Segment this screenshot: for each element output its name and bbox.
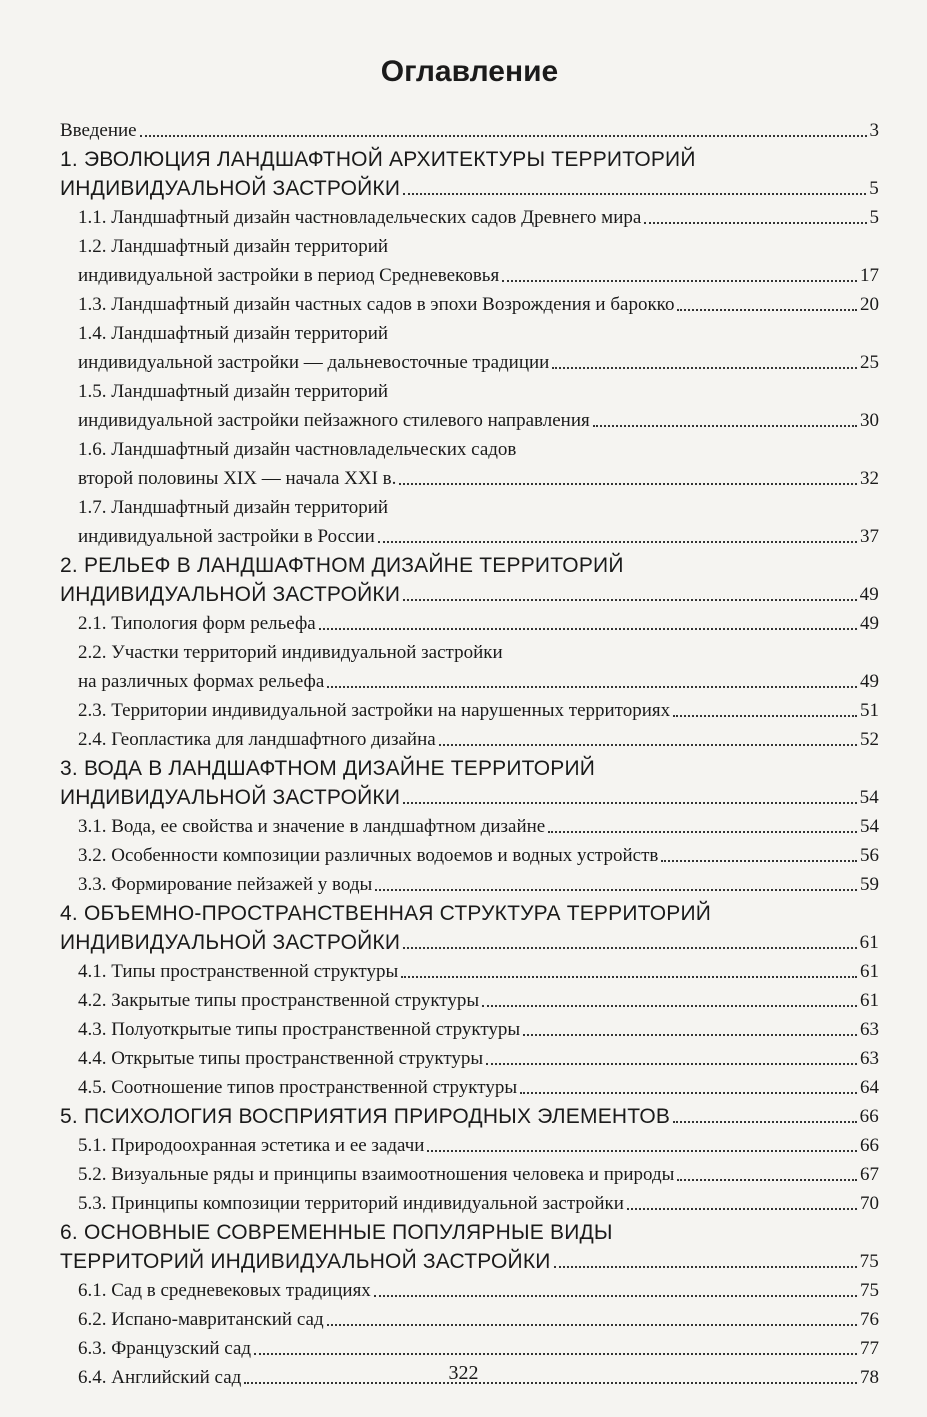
- toc-entry-page: 25: [860, 352, 879, 373]
- toc-entry-s2-4: [60, 723, 879, 752]
- toc-entry-title: 4.2. Закрытые типы пространственной структуры: [78, 990, 480, 1011]
- toc-entry-page: 52: [860, 729, 879, 750]
- dot-leader: [673, 1121, 857, 1123]
- toc-entry-page: 77: [860, 1338, 879, 1359]
- dot-leader: [593, 425, 857, 427]
- dot-leader: [374, 1295, 857, 1297]
- toc-entry-title: 4.3. Полуоткрытые типы пространственной структуры: [78, 1019, 521, 1040]
- toc-entry-title: ИНДИВИДУАЛЬНОЙ ЗАСТРОЙКИ: [60, 177, 401, 200]
- toc-entry-title: 1.7. Ландшафтный дизайн территорий: [78, 497, 389, 518]
- dot-leader: [327, 1324, 857, 1326]
- toc-entry-title: 4.1. Типы пространственной структуры: [78, 961, 399, 982]
- toc-entry-s2-3: [60, 694, 879, 723]
- toc-entry-title: 6.4. Английский сад: [78, 1367, 242, 1388]
- toc-entry-title: 4.5. Соотношение типов пространственной структуры: [78, 1077, 518, 1098]
- dot-leader: [644, 222, 866, 224]
- toc-entry-s4-2: [60, 984, 879, 1013]
- toc-entry-title: на различных формах рельефа: [78, 671, 325, 692]
- toc-entry-s4-4: [60, 1042, 879, 1071]
- toc-entry-title: второй половины XIX — начала XXI в.: [78, 468, 397, 489]
- toc-entry-title: 2.3. Территории индивидуальной застройки на нарушенных территориях: [78, 700, 671, 721]
- toc-entry-page: 32: [860, 468, 879, 489]
- dot-leader: [523, 1034, 857, 1036]
- dot-leader: [486, 1063, 857, 1065]
- toc-entry-s4-3: [60, 1013, 879, 1042]
- toc-entry-title: ТЕРРИТОРИЙ ИНДИВИДУАЛЬНОЙ ЗАСТРОЙКИ: [60, 1250, 551, 1273]
- toc-entry-s5-3: [60, 1187, 879, 1216]
- table-of-contents: [60, 114, 879, 1390]
- dot-leader: [502, 280, 857, 282]
- toc-entry-page: 66: [859, 1106, 879, 1127]
- dot-leader: [677, 309, 857, 311]
- dot-leader: [254, 1353, 857, 1355]
- toc-entry-page: 63: [860, 1019, 879, 1040]
- toc-entry-title: 6.2. Испано-мавританский сад: [78, 1309, 324, 1330]
- toc-entry-page: 30: [860, 410, 879, 431]
- toc-entry-title: 3. ВОДА В ЛАНДШАФТНОМ ДИЗАЙНЕ ТЕРРИТОРИЙ: [60, 757, 596, 780]
- toc-entry-title: индивидуальной застройки в период Средневековья: [78, 265, 500, 286]
- toc-entry-title: ИНДИВИДУАЛЬНОЙ ЗАСТРОЙКИ: [60, 786, 401, 809]
- toc-entry-title: 1.2. Ландшафтный дизайн территорий: [78, 236, 389, 257]
- page-title: Оглавление: [380, 55, 559, 88]
- dot-leader: [403, 599, 856, 601]
- toc-entry-title: 4.4. Открытые типы пространственной структуры: [78, 1048, 484, 1069]
- toc-entry-page: 49: [860, 671, 879, 692]
- toc-entry-title: 2.2. Участки территорий индивидуальной застройки: [78, 642, 503, 663]
- toc-entry-s1-4: [60, 346, 879, 375]
- toc-entry-page: 67: [860, 1164, 879, 1185]
- toc-entry-page: 17: [860, 265, 879, 286]
- toc-entry-page: 54: [859, 787, 879, 808]
- toc-entry-page: 5: [869, 207, 879, 228]
- toc-entry-s1-7: [60, 520, 879, 549]
- toc-entry-title: 5.2. Визуальные ряды и принципы взаимоотношения человека и природы: [78, 1164, 675, 1185]
- dot-leader: [554, 1266, 857, 1268]
- toc-entry-s4-5: [60, 1071, 879, 1100]
- toc-entry-s6-1: [60, 1274, 879, 1303]
- dot-leader: [552, 367, 857, 369]
- toc-entry-title: 2.4. Геопластика для ландшафтного дизайна: [78, 729, 436, 750]
- toc-entry-ch3-line-1: [60, 752, 879, 781]
- toc-entry-ch2-line-1: [60, 549, 879, 578]
- toc-entry-page: 54: [860, 816, 879, 837]
- toc-entry-page: 64: [860, 1077, 879, 1098]
- toc-entry-s2-2: [60, 665, 879, 694]
- toc-entry-s6-2: [60, 1303, 879, 1332]
- toc-entry-title: 1.1. Ландшафтный дизайн частновладельческих садов Древнего мира: [78, 207, 642, 228]
- dot-leader: [375, 889, 857, 891]
- toc-entry-page: 78: [860, 1367, 879, 1388]
- toc-entry-ch4: [60, 926, 879, 955]
- toc-entry-title: 5.3. Принципы композиции территорий индивидуальной застройки: [78, 1193, 624, 1214]
- dot-leader: [378, 541, 857, 543]
- toc-entry-title: 1. ЭВОЛЮЦИЯ ЛАНДШАФТНОЙ АРХИТЕКТУРЫ ТЕРРИТОРИЙ: [60, 148, 696, 171]
- toc-entry-title: Введение: [60, 120, 137, 141]
- toc-entry-ch4-line-1: [60, 897, 879, 926]
- toc-entry-title: ИНДИВИДУАЛЬНОЙ ЗАСТРОЙКИ: [60, 931, 401, 954]
- dot-leader: [140, 135, 867, 137]
- toc-entry-title: 1.4. Ландшафтный дизайн территорий: [78, 323, 389, 344]
- toc-entry-s2-1: [60, 607, 879, 636]
- toc-entry-s1-2-line-1: [60, 230, 879, 259]
- toc-entry-page: 56: [860, 845, 879, 866]
- toc-entry-page: 61: [860, 961, 879, 982]
- toc-entry-s3-3: [60, 868, 879, 897]
- dot-leader: [319, 628, 857, 630]
- toc-entry-s1-7-line-1: [60, 491, 879, 520]
- toc-entry-title: 6. ОСНОВНЫЕ СОВРЕМЕННЫЕ ПОПУЛЯРНЫЕ ВИДЫ: [60, 1221, 613, 1244]
- toc-entry-s1-5-line-1: [60, 375, 879, 404]
- page-number: 322: [448, 1362, 479, 1384]
- toc-entry-page: 63: [860, 1048, 879, 1069]
- toc-entry-title: 1.3. Ландшафтный дизайн частных садов в эпохи Возрождения и барокко: [78, 294, 675, 315]
- toc-entry-ch1: [60, 172, 879, 201]
- dot-leader: [482, 1005, 857, 1007]
- dot-leader: [661, 860, 857, 862]
- toc-entry-page: 5: [869, 178, 879, 199]
- dot-leader: [401, 976, 857, 978]
- toc-entry-s5-1: [60, 1129, 879, 1158]
- dot-leader: [327, 686, 857, 688]
- toc-entry-page: 75: [859, 1251, 879, 1272]
- toc-entry-s3-1: [60, 810, 879, 839]
- toc-entry-ch1-line-1: [60, 143, 879, 172]
- dot-leader: [548, 831, 857, 833]
- dot-leader: [403, 947, 856, 949]
- toc-entry-title: индивидуальной застройки — дальневосточные традиции: [78, 352, 550, 373]
- toc-entry-s1-6: [60, 462, 879, 491]
- dot-leader: [627, 1208, 857, 1210]
- toc-entry-title: 3.1. Вода, ее свойства и значение в ландшафтном дизайне: [78, 816, 546, 837]
- toc-entry-ch3: [60, 781, 879, 810]
- toc-entry-s1-1: [60, 201, 879, 230]
- dot-leader: [403, 193, 866, 195]
- toc-entry-s1-6-line-1: [60, 433, 879, 462]
- toc-entry-intro: [60, 114, 879, 143]
- toc-entry-title: 6.1. Сад в средневековых традициях: [78, 1280, 371, 1301]
- toc-entry-page: 37: [860, 526, 879, 547]
- toc-entry-s1-5: [60, 404, 879, 433]
- toc-entry-title: 2. РЕЛЬЕФ В ЛАНДШАФТНОМ ДИЗАЙНЕ ТЕРРИТОРИЙ: [60, 554, 624, 577]
- toc-entry-title: 3.3. Формирование пейзажей у воды: [78, 874, 373, 895]
- toc-entry-page: 20: [860, 294, 879, 315]
- toc-entry-title: 1.5. Ландшафтный дизайн территорий: [78, 381, 389, 402]
- toc-entry-page: 66: [860, 1135, 879, 1156]
- toc-entry-s6-3: [60, 1332, 879, 1361]
- dot-leader: [427, 1150, 857, 1152]
- toc-entry-s5-2: [60, 1158, 879, 1187]
- toc-entry-title: 4. ОБЪЕМНО-ПРОСТРАНСТВЕННАЯ СТРУКТУРА ТЕРРИТОРИЙ: [60, 902, 712, 925]
- toc-entry-s2-2-line-1: [60, 636, 879, 665]
- toc-entry-page: 76: [860, 1309, 879, 1330]
- toc-entry-s1-4-line-1: [60, 317, 879, 346]
- dot-leader: [673, 715, 857, 717]
- toc-entry-page: 61: [860, 990, 879, 1011]
- toc-entry-page: 49: [860, 613, 879, 634]
- toc-entry-title: 1.6. Ландшафтный дизайн частновладельческих садов: [78, 439, 517, 460]
- toc-entry-page: 3: [869, 120, 879, 141]
- toc-entry-page: 61: [859, 932, 879, 953]
- toc-entry-page: 59: [860, 874, 879, 895]
- dot-leader: [399, 483, 857, 485]
- toc-entry-s1-2: [60, 259, 879, 288]
- toc-entry-page: 70: [860, 1193, 879, 1214]
- dot-leader: [520, 1092, 857, 1094]
- toc-entry-page: 75: [860, 1280, 879, 1301]
- toc-entry-title: 2.1. Типология форм рельефа: [78, 613, 316, 634]
- toc-entry-title: 5. ПСИХОЛОГИЯ ВОСПРИЯТИЯ ПРИРОДНЫХ ЭЛЕМЕНТОВ: [60, 1105, 671, 1128]
- toc-entry-page: 51: [860, 700, 879, 721]
- toc-entry-ch2: [60, 578, 879, 607]
- dot-leader: [439, 744, 857, 746]
- toc-entry-ch6: [60, 1245, 879, 1274]
- toc-entry-page: 49: [859, 584, 879, 605]
- dot-leader: [677, 1179, 857, 1181]
- toc-entry-s4-1: [60, 955, 879, 984]
- toc-entry-s1-3: [60, 288, 879, 317]
- toc-entry-s3-2: [60, 839, 879, 868]
- toc-entry-ch5: [60, 1100, 879, 1129]
- toc-entry-title: индивидуальной застройки пейзажного стилевого направления: [78, 410, 590, 431]
- toc-entry-title: 3.2. Особенности композиции различных водоемов и водных устройств: [78, 845, 659, 866]
- toc-entry-title: ИНДИВИДУАЛЬНОЙ ЗАСТРОЙКИ: [60, 583, 401, 606]
- toc-entry-ch6-line-1: [60, 1216, 879, 1245]
- toc-entry-title: индивидуальной застройки в России: [78, 526, 375, 547]
- toc-entry-title: 5.1. Природоохранная эстетика и ее задачи: [78, 1135, 425, 1156]
- toc-entry-title: 6.3. Французский сад: [78, 1338, 252, 1359]
- dot-leader: [403, 802, 856, 804]
